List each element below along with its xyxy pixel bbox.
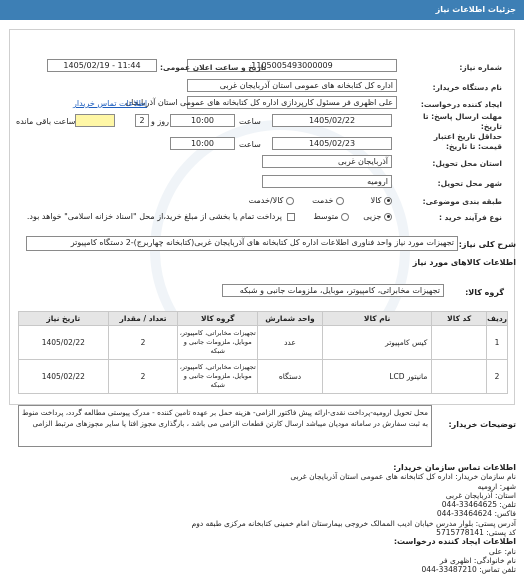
radio-icon [384,213,392,221]
contact-address: آدرس پستی: بلوار مدرس خیابان ادیب الممالک خروجی بیمارستان امام خمینی کتابخانه مرکزی طبقه دوم [191,518,516,528]
contact-creator-title: اطلاعات ایجاد کننده درخواست: [393,537,516,547]
validity-time-field: 10:00 [170,137,235,150]
deadline-time-field: 10:00 [170,114,235,127]
deadline-time-label: ساعت [239,117,261,126]
buyer-field: اداره کل کتابخانه های عمومی استان آذربایجان غربی [187,79,397,92]
category-option-service[interactable]: خدمت [312,196,344,205]
col-header-unit: واحد شمارش [258,312,323,326]
col-header-date: تاریخ نیاز [19,312,109,326]
goods-table [18,311,508,394]
process-option-medium[interactable]: متوسط [313,212,349,221]
deadline-date-field: 1405/02/22 [272,114,392,127]
radio-icon [336,197,344,205]
cell-date: 1405/02/22 [19,326,109,360]
cell-group: تجهیزات مخابراتی، کامپیوتر، موبایل، ملزومات جانبی و شبکه [178,326,258,360]
cell-group: تجهیزات مخابراتی، کامپیوتر، موبایل، ملزومات جانبی و شبکه [178,360,258,394]
deadline-label: مهلت ارسال پاسخ: تا تاریخ: [422,112,502,131]
summary-field: تجهیزات مورد نیاز واحد فناوری اطلاعات اداره کل کتابخانه های آذربایجان غربی(کتابخانه چهاربرج)-2 دستگاه کامپیوتر [26,236,458,251]
validity-date-field: 1405/02/23 [272,137,392,150]
notes-label: توضیحات خریدار: [448,420,516,429]
validity-label: حداقل تاریخ اعتبار قیمت: تا تاریخ: [433,132,502,151]
col-header-name: نام کالا [322,312,431,326]
cell-name: کیس کامپیوتر [322,326,431,360]
cell-qty: 2 [108,326,178,360]
col-header-code: کد کالا [432,312,487,326]
category-option-goods[interactable]: کالا [371,196,392,205]
cell-code [432,326,487,360]
contact-phone: تلفن: 33464625-044 [441,500,516,510]
province-label: استان محل تحویل: [432,159,502,168]
days-label: روز و [151,117,169,126]
goods-table-wrap [18,311,508,394]
cell-code [432,360,487,394]
city-field: ارومیه [262,175,392,188]
cell-unit: عدد [258,326,323,360]
creator-label: ایجاد کننده درخواست: [420,100,502,109]
goods-group-label: گروه کالا: [465,288,504,297]
process-option-minor[interactable]: جزیی [363,212,392,221]
contact-info [8,463,516,575]
cell-name: مانیتور LCD [322,360,431,394]
goods-group-field: تجهیزات مخابراتی، کامپیوتر، موبایل، ملزومات جانبی و شبکه [222,284,444,297]
contact-last-name: نام خانوادگی: اظهری فر [439,555,516,565]
cell-unit: دستگاه [258,360,323,394]
city-label: شهر محل تحویل: [437,179,502,188]
hours-remaining-label: ساعت باقی مانده [16,117,76,126]
table-row [19,360,508,394]
col-header-row: ردیف [487,312,508,326]
announce-field: 1405/02/19 - 11:44 [47,59,157,72]
contact-province: استان: آذربایجان غربی [445,490,516,500]
cell-date: 1405/02/22 [19,360,109,394]
treasury-checkbox[interactable] [287,212,295,221]
notes-field: محل تحویل ارومیه-پرداخت نقدی-ارائه پیش فاکتور الزامی- هزینه حمل بر عهده تامین کننده - مدرک پیوستی مطالعه گردد، پرداخت منوط به ثبت سفارش در سامانه مودیان میباشد ارسال کارتن قطعات الزامی می باشد ، بارگذاری مجوز افتا یا سایر مجوزهای مرتبط الزامی [18,405,432,447]
contact-city: شهر: ارومیه [477,481,516,491]
col-header-group: گروه کالا [178,312,258,326]
buyer-label: نام دستگاه خریدار: [432,83,502,92]
page-title: جزئیات اطلاعات نیاز [435,5,516,14]
table-row [19,326,508,360]
process-label: نوع فرآیند خرید : [438,213,502,222]
cell-row: 2 [487,360,508,394]
hours-remaining-field [75,114,115,127]
contact-postal-code: کد پستی: 5715778141 [436,528,516,538]
validity-time-label: ساعت [239,140,261,149]
radio-icon [384,197,392,205]
checkbox-icon [287,213,295,221]
creator-field: علی اظهری فر مسئول کارپردازی اداره کل کتابخانه های عمومی استان آذربایجان [187,96,397,109]
need-number-label: شماره نیاز: [459,63,502,72]
treasury-note: پرداخت تمام یا بخشی از مبلغ خرید،از محل "اسناد خزانه اسلامی" خواهد بود. [26,212,282,221]
contact-first-name: نام: علی [488,546,516,556]
contact-org-name: نام سازمان خریدار: اداره کل کتابخانه های عمومی استان آذربایجان غربی [290,472,516,482]
contact-creator-phone: تلفن تماس: 33487210-044 [421,565,516,575]
cell-qty: 2 [108,360,178,394]
category-option-both[interactable]: کالا/خدمت [249,196,294,205]
radio-icon [286,197,294,205]
contact-fax: فاکس: 33464624-044 [436,509,516,519]
province-field: آذربایجان غربی [262,155,392,168]
col-header-qty: تعداد / مقدار [108,312,178,326]
days-remaining-field: 2 [135,114,149,127]
category-label: طبقه بندی موضوعی: [422,197,502,206]
need-number-field: 1105005493000009 [187,59,397,72]
page-header [0,0,524,20]
buyer-contact-link[interactable]: اطلاعات تماس خریدار [73,99,148,108]
radio-icon [341,213,349,221]
summary-label: شرح کلی نیاز: [458,240,516,249]
contact-buyer-title: اطلاعات تماس سازمان خریدار: [393,463,516,472]
announce-label: تاریخ و ساعت اعلان عمومی: [160,63,267,72]
goods-section-title: اطلاعات کالاهای مورد نیاز [412,258,516,267]
cell-row: 1 [487,326,508,360]
